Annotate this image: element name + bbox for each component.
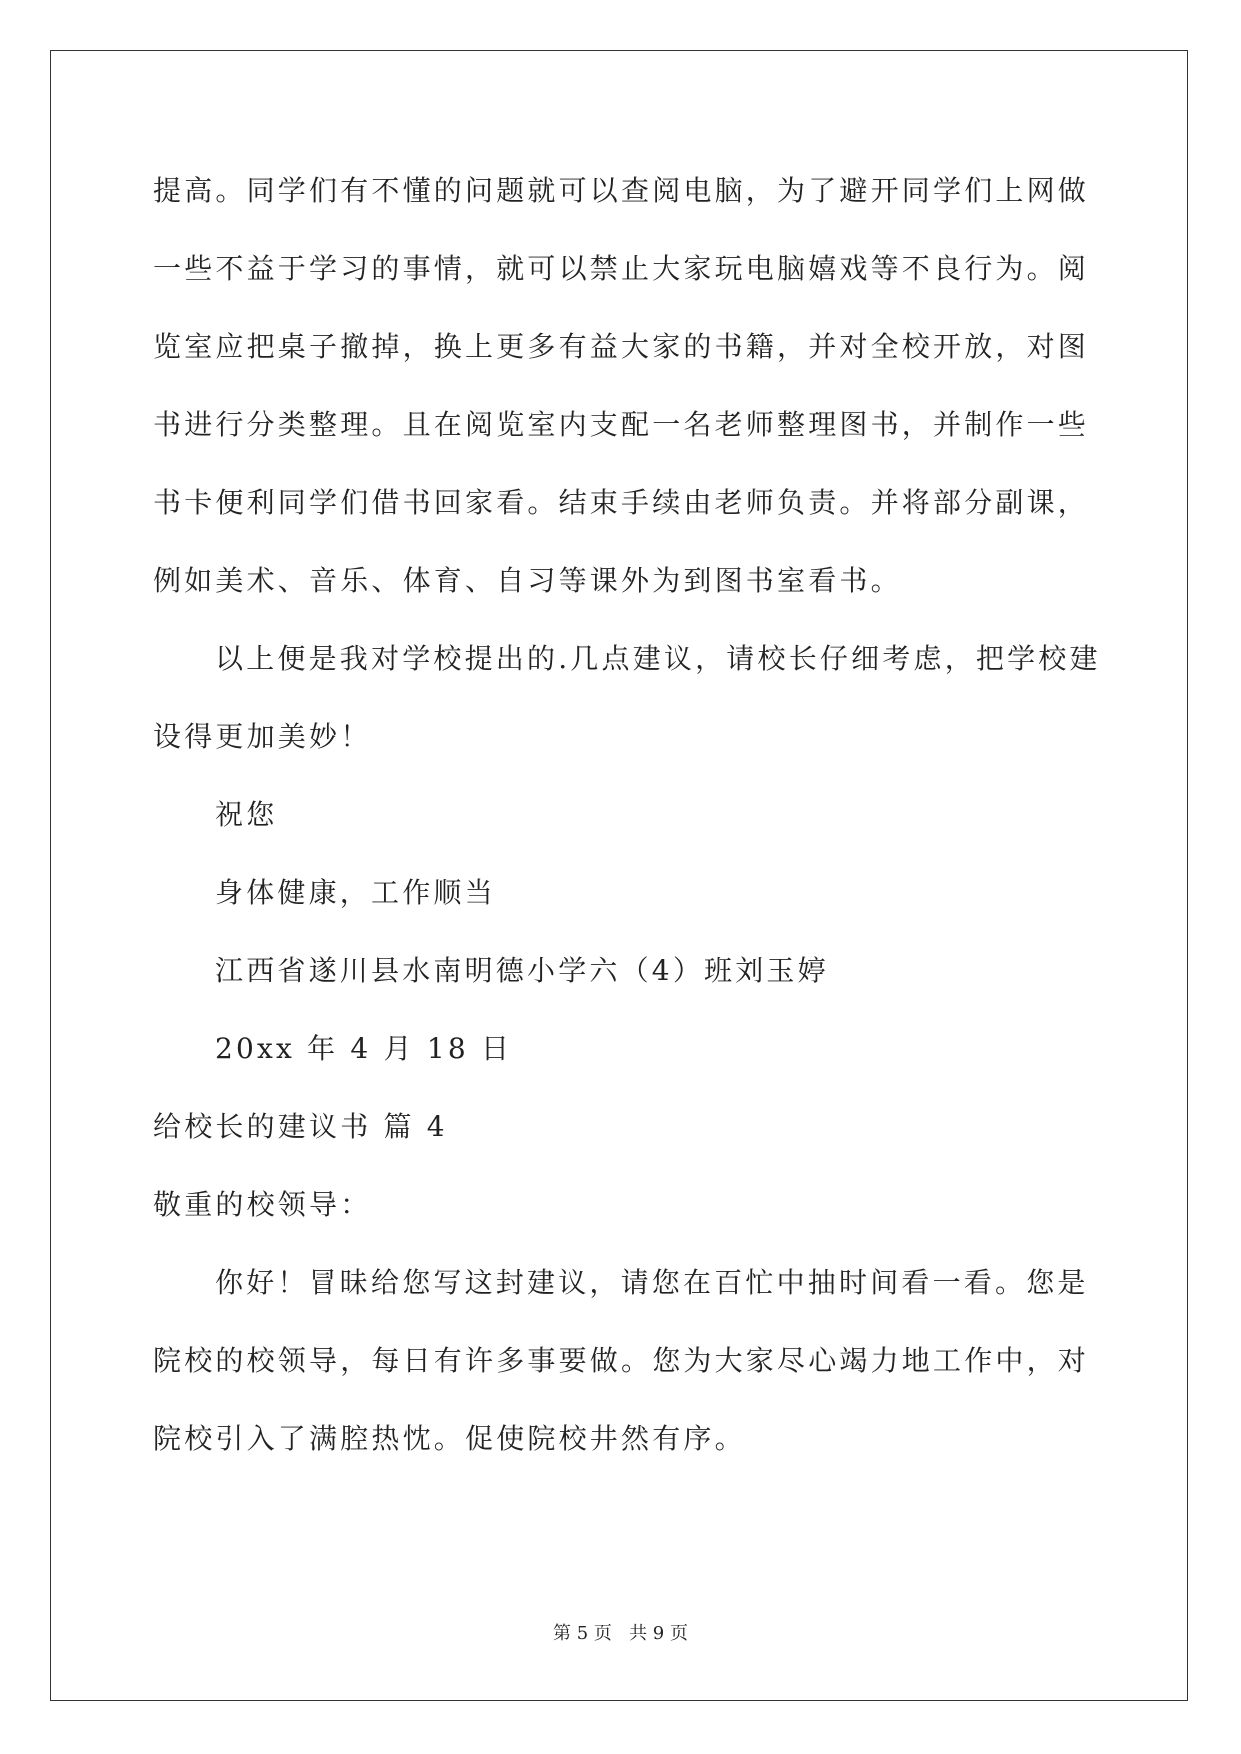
date-line: 20xx 年 4 月 18 日 [215, 1032, 513, 1065]
text-line: 例如美术、音乐、体育、自习等课外为到图书室看书。 [153, 564, 902, 597]
text-line: 书进行分类整理。且在阅览室内支配一名老师整理图书，并制作一些 [153, 408, 1090, 441]
text-line: 提高。同学们有不懂的问题就可以查阅电脑，为了避开同学们上网做 [153, 174, 1090, 207]
text-line: 览室应把桌子撤掉，换上更多有益大家的书籍，并对全校开放，对图 [153, 330, 1090, 363]
text-line: 以上便是我对学校提出的.几点建议，请校长仔细考虑，把学校建 [215, 642, 1101, 675]
text-line: 设得更加美妙！ [153, 720, 372, 753]
text-line: 院校引入了满腔热忱。促使院校井然有序。 [153, 1422, 746, 1455]
text-line: 一些不益于学习的事情，就可以禁止大家玩电脑嬉戏等不良行为。阅 [153, 252, 1090, 285]
text-line: 你好！冒昧给您写这封建议，请您在百忙中抽时间看一看。您是 [215, 1266, 1089, 1299]
text-line: 书卡便利同学们借书回家看。结束手续由老师负责。并将部分副课， [153, 486, 1090, 519]
salutation-line: 祝您 [215, 798, 278, 831]
text-line: 院校的校领导，每日有许多事要做。您为大家尽心竭力地工作中，对 [153, 1344, 1090, 1377]
signature-line: 江西省遂川县水南明德小学六（4）班刘玉婷 [215, 954, 829, 987]
page-number-footer: 第 5 页 共 9 页 [553, 1623, 688, 1644]
section-heading: 给校长的建议书 篇 4 [153, 1110, 448, 1143]
greeting-line: 敬重的校领导： [153, 1188, 372, 1221]
salutation-line: 身体健康，工作顺当 [215, 876, 496, 909]
